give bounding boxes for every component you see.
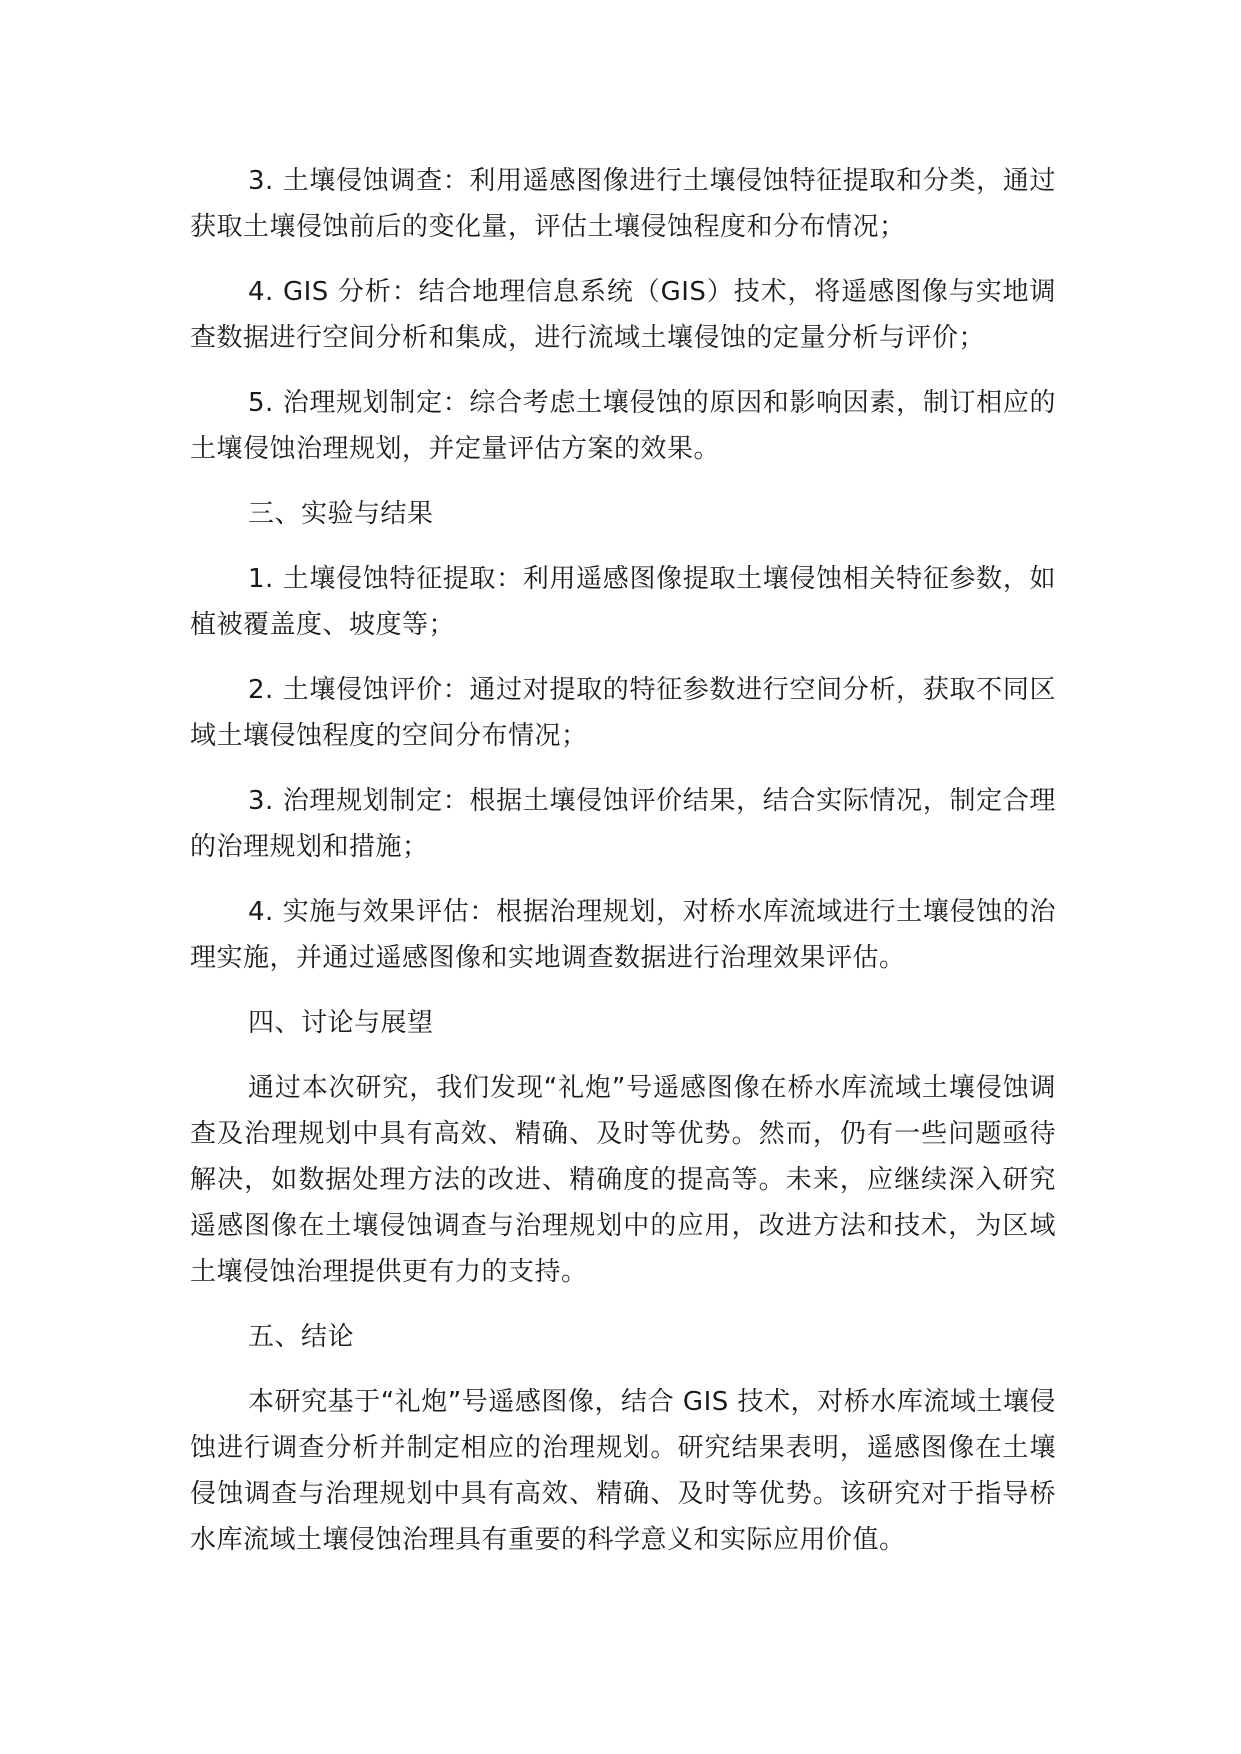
list-item-gis-analysis: 4. GIS 分析：结合地理信息系统（GIS）技术，将遥感图像与实地调查数据进行空间分析和集成，进行流域土壤侵蚀的定量分析与评价； xyxy=(190,277,1056,353)
list-item-feature-extraction: 1. 土壤侵蚀特征提取：利用遥感图像提取土壤侵蚀相关特征参数，如植被覆盖度、坡度等； xyxy=(190,564,1056,640)
discussion-paragraph: 通过本次研究，我们发现“礼炮”号遥感图像在桥水库流域土壤侵蚀调查及治理规划中具有高效、精确、及时等优势。然而，仍有一些问题亟待解决，如数据处理方法的改进、精确度的提高等。未来，应继续深入研究遥感图像在土壤侵蚀调查与治理规划中的应用，改进方法和技术，为区域土壤侵蚀治理提供更有力的支持。 xyxy=(190,1073,1056,1287)
conclusion-paragraph: 本研究基于“礼炮”号遥感图像，结合 GIS 技术，对桥水库流域土壤侵蚀进行调查分析并制定相应的治理规划。研究结果表明，遥感图像在土壤侵蚀调查与治理规划中具有高效、精确、及时等优势。该研究对于指导桥水库流域土壤侵蚀治理具有重要的科学意义和实际应用价值。 xyxy=(190,1387,1056,1555)
document-body xyxy=(190,158,1056,1582)
list-item-planning: 5. 治理规划制定：综合考虑土壤侵蚀的原因和影响因素，制订相应的土壤侵蚀治理规划，并定量评估方案的效果。 xyxy=(190,388,1056,464)
section-heading-experiment-results: 三、实验与结果 xyxy=(248,499,434,529)
section-heading-conclusion: 五、结论 xyxy=(248,1322,355,1352)
section-heading-discussion: 四、讨论与展望 xyxy=(248,1008,434,1038)
list-item-planning-formulation: 3. 治理规划制定：根据土壤侵蚀评价结果，结合实际情况，制定合理的治理规划和措施； xyxy=(190,786,1056,862)
list-item-soil-erosion-survey: 3. 土壤侵蚀调查：利用遥感图像进行土壤侵蚀特征提取和分类，通过获取土壤侵蚀前后的变化量，评估土壤侵蚀程度和分布情况； xyxy=(190,166,1056,242)
list-item-erosion-evaluation: 2. 土壤侵蚀评价：通过对提取的特征参数进行空间分析，获取不同区域土壤侵蚀程度的空间分布情况； xyxy=(190,675,1056,751)
list-item-implementation-evaluation: 4. 实施与效果评估：根据治理规划，对桥水库流域进行土壤侵蚀的治理实施，并通过遥感图像和实地调查数据进行治理效果评估。 xyxy=(190,897,1056,973)
